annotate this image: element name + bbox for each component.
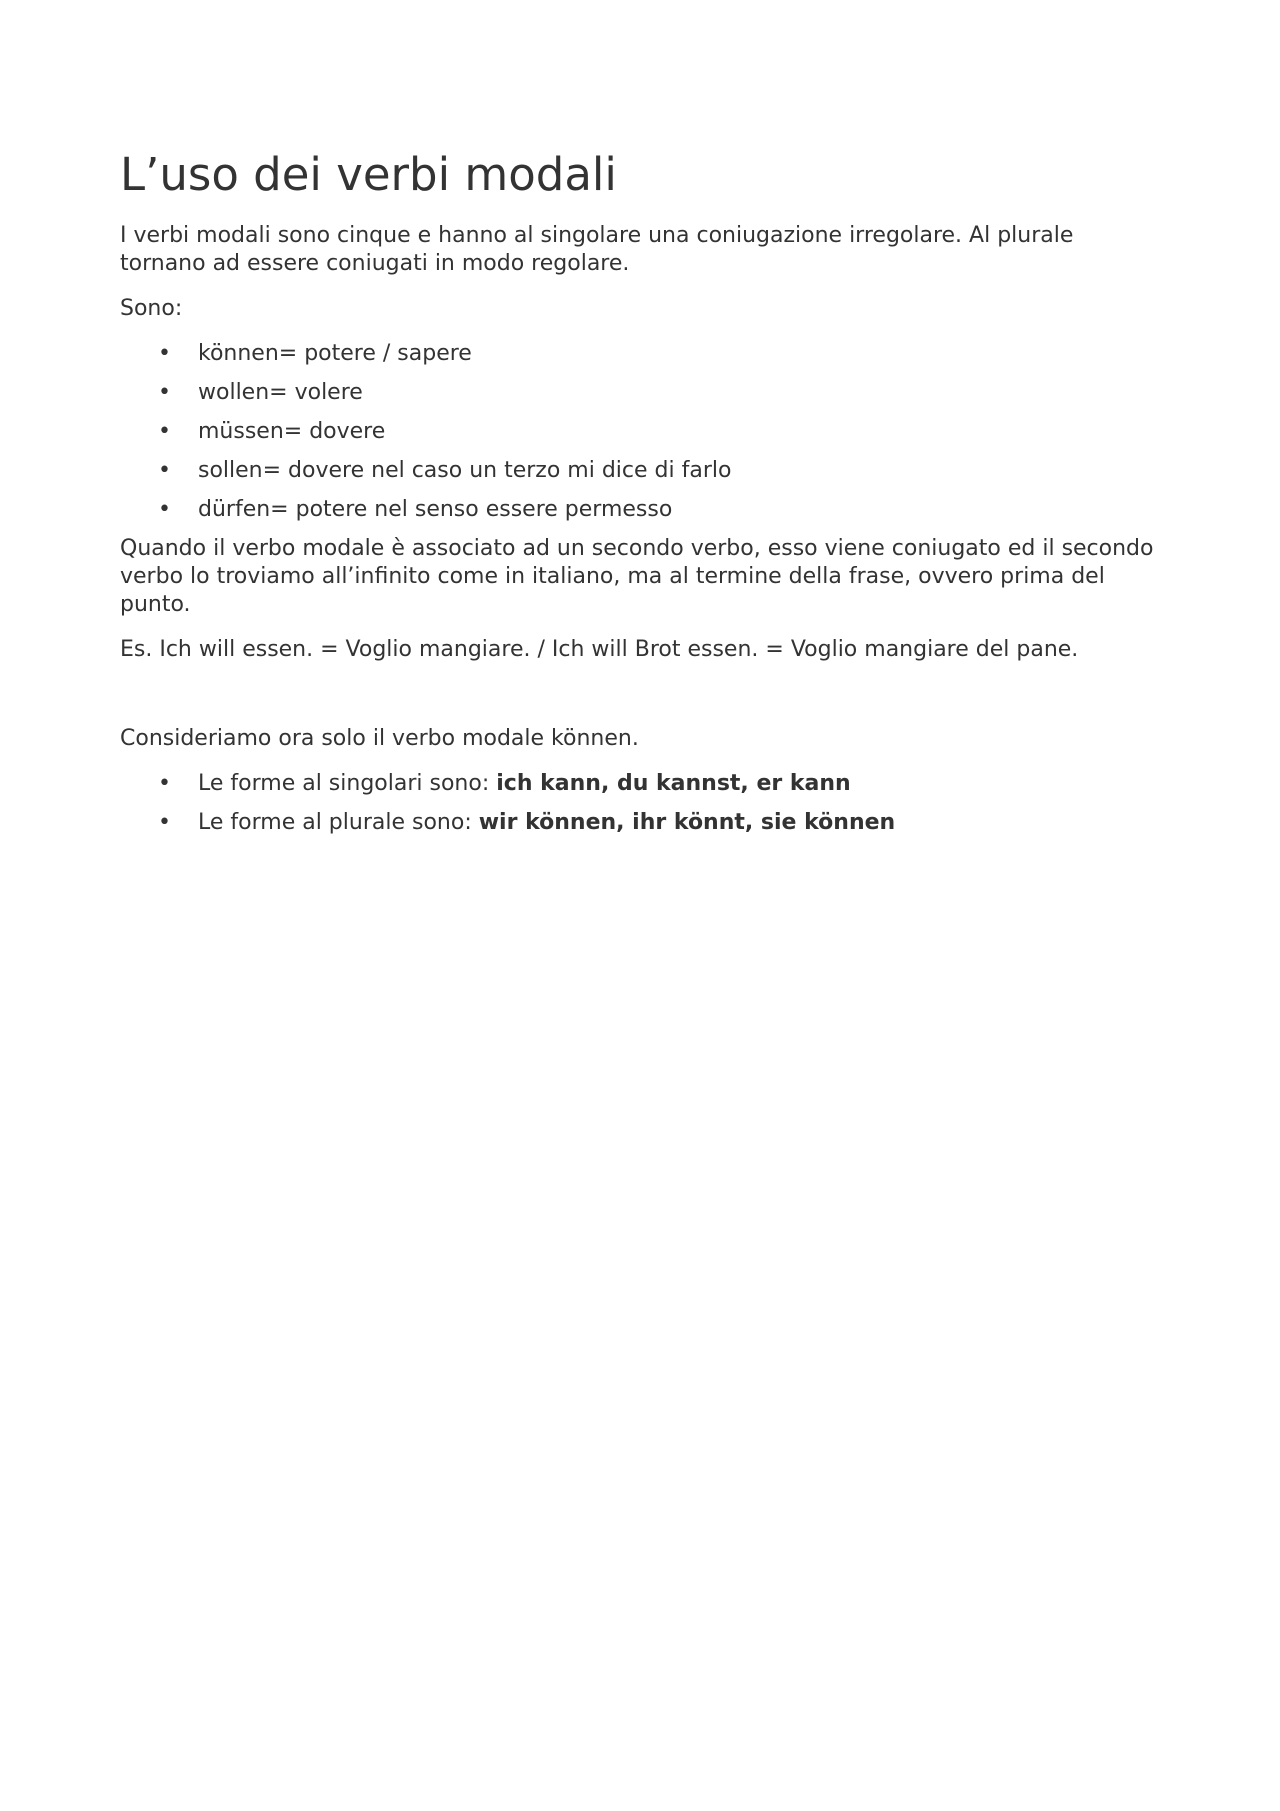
list-item-text: müssen= dovere [198, 419, 386, 444]
modal-verb-list [120, 340, 1160, 524]
spacer [120, 681, 1160, 725]
list-item [120, 809, 1160, 837]
list-item-text: können= potere / sapere [198, 341, 472, 366]
list-item [120, 340, 1160, 368]
list-item [120, 496, 1160, 524]
form-value: wir können, ihr könnt, sie können [478, 810, 896, 835]
intro-paragraph: I verbi modali sono cinque e hanno al singolare una coniugazione irregolare. Al plurale tornano ad essere coniugati in modo regolare. [120, 223, 1074, 276]
form-label: Le forme al plurale sono: [198, 810, 479, 835]
list-item-text: sollen= dovere nel caso un terzo mi dice di farlo [198, 458, 732, 483]
form-label: Le forme al singolari sono: [198, 771, 497, 796]
page-title: L’uso dei verbi modali [120, 148, 617, 201]
bullet-icon: • [158, 771, 171, 796]
document-page [120, 148, 1160, 848]
form-value: ich kann, du kannst, er kann [496, 771, 851, 796]
bullet-icon: • [158, 497, 171, 522]
list-item [120, 770, 1160, 798]
koennen-intro-paragraph: Consideriamo ora solo il verbo modale können. [120, 726, 639, 751]
bullet-icon: • [158, 341, 171, 366]
forms-list [120, 770, 1160, 837]
example-paragraph: Es. Ich will essen. = Voglio mangiare. / Ich will Brot essen. = Voglio mangiare del pane. [120, 637, 1079, 662]
bullet-icon: • [158, 810, 171, 835]
list-item-text: dürfen= potere nel senso essere permesso [198, 497, 673, 522]
sono-label: Sono: [120, 296, 183, 321]
explanation-paragraph: Quando il verbo modale è associato ad un secondo verbo, esso viene coniugato ed il secondo verbo lo troviamo all’infinito come in italiano, ma al termine della frase, ovvero prima del punto. [120, 536, 1154, 617]
list-item [120, 457, 1160, 485]
bullet-icon: • [158, 380, 171, 405]
bullet-icon: • [158, 458, 171, 483]
list-item [120, 379, 1160, 407]
bullet-icon: • [158, 419, 171, 444]
list-item [120, 418, 1160, 446]
list-item-text: wollen= volere [198, 380, 363, 405]
